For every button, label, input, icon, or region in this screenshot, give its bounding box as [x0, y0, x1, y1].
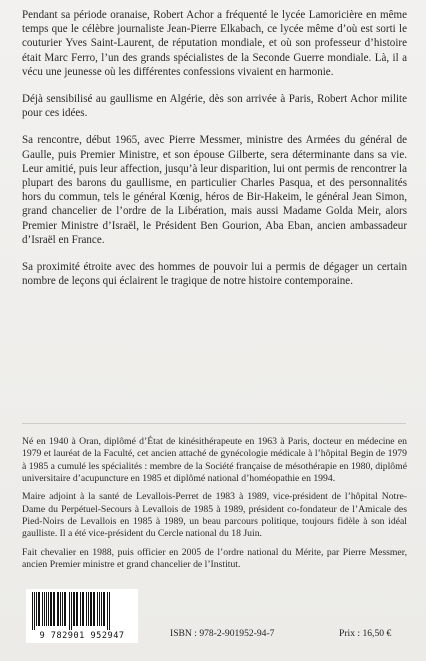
barcode-bar [69, 592, 70, 630]
barcode-bar [93, 592, 95, 626]
barcode-bar [107, 592, 108, 630]
biography-paragraph-3: Fait chevalier en 1988, puis officier en 2005 de l’ordre national du Mérite, par Pierre Messmer, ancien Premier ministre et grand chancelier de l’Institut. [22, 546, 407, 571]
synopsis-paragraph-3: Sa rencontre, début 1965, avec Pierre Messmer, ministre des Armées du général de Gaulle, puis Premier Ministre, et son épouse Gilberte, sera déterminante dans sa vie. Leur amitié, puis leur affection, jusqu’à leur disparition, lui ont permis de rencontrer la plupart des barons du gaullisme, en particulier Charles Pasqua, et des personnalités hors du commun, tels le général Kœnig, héros de Bir-Hakeim, le général Jean Simon, grand chancelier de l’ordre de la Libération, mais aussi Madame Golda Meir, alors Premier Ministre d’Israël, le Président Ben Gourion, Aba Eban, ancien ambassadeur d’Israël en France. [22, 134, 407, 246]
barcode-bar [44, 592, 45, 626]
barcode-bar [53, 592, 55, 626]
barcode-bar [64, 592, 66, 626]
barcode-bar [88, 592, 89, 626]
price-label: Prix : 16,50 € [339, 628, 392, 639]
barcode-bar [50, 592, 52, 626]
barcode-bar [97, 592, 98, 626]
barcode-bar [101, 592, 102, 626]
biography-paragraph-1: Né en 1940 à Oran, diplômé d’État de kinésithérapeute en 1963 à Paris, docteur en médecine en 1979 et lauréat de la Faculté, cet ancien attaché de gynécologie médicale à l’hôpital Begin de 1979 à 1985 a cumulé les spécialités : membre de la Société française de mésothérapie en 1980, diplômé universitaire d’acupuncture en 1985 et diplômé national d’homéopathie en 1994. [22, 436, 407, 485]
biography-paragraph-2: Maire adjoint à la santé de Levallois-Perret de 1983 à 1989, vice-président de l’hôpital Notre-Dame du Perpétuel-Secours à Levallois de 1985 à 1989, président co-fondateur de l’Amicale des Pied-Noirs de Levallois en 1985 à 1989, un beau parcours politique, toujours fidèle à son idéal gaulliste. Il a été vice-président du Cercle national du 18 Juin. [22, 491, 407, 540]
synopsis-paragraph-1: Pendant sa période oranaise, Robert Achor a fréquenté le lycée Lamoricière en même temps que le célèbre journaliste Jean-Pierre Elkabach, ce lycée même d’où est sorti le couturier Yves Saint-Laurent, de réputation mondiale, et où son professeur d’histoire était Marc Ferro, l’un des grands spécialistes de la Seconde Guerre mondiale. Là, il a vécu une jeunesse où les différentes confessions vivaient en harmonie. [22, 9, 407, 78]
barcode-bar [36, 592, 37, 626]
author-biography [22, 436, 407, 577]
barcode-bar [32, 592, 33, 630]
barcode-bar [80, 592, 81, 626]
barcode-bar [46, 592, 47, 626]
barcode-bar [57, 592, 59, 626]
barcode [26, 589, 138, 643]
synopsis-paragraph-4: Sa proximité étroite avec des hommes de pouvoir lui a permis de dégager un certain nombre de leçons qui éclairent le tragique de notre histoire contemporaine. [22, 261, 407, 288]
barcode-bar [71, 592, 72, 630]
barcode-bar [86, 592, 87, 626]
barcode-bar [82, 592, 84, 626]
barcode-digits: 9 782901 952947 [39, 631, 125, 641]
barcode-bar [62, 592, 63, 626]
section-divider [22, 423, 406, 424]
barcode-bar [34, 592, 35, 630]
barcode-bars [30, 592, 134, 630]
barcode-bar [99, 592, 100, 626]
barcode-bar [38, 592, 40, 626]
isbn-label: ISBN : 978-2-901952-94-7 [170, 628, 275, 639]
barcode-bar [42, 592, 43, 626]
synopsis-text [22, 8, 407, 301]
barcode-bar [73, 592, 75, 626]
barcode-bar [60, 592, 61, 626]
barcode-bar [90, 592, 92, 626]
synopsis-paragraph-2: Déjà sensibilisé au gaullisme en Algérie, dès son arrivée à Paris, Robert Achor milite pour ces idées. [22, 93, 407, 120]
barcode-bar [76, 592, 78, 626]
barcode-bar [48, 592, 49, 626]
barcode-bar [103, 592, 105, 626]
barcode-bar [109, 592, 110, 630]
